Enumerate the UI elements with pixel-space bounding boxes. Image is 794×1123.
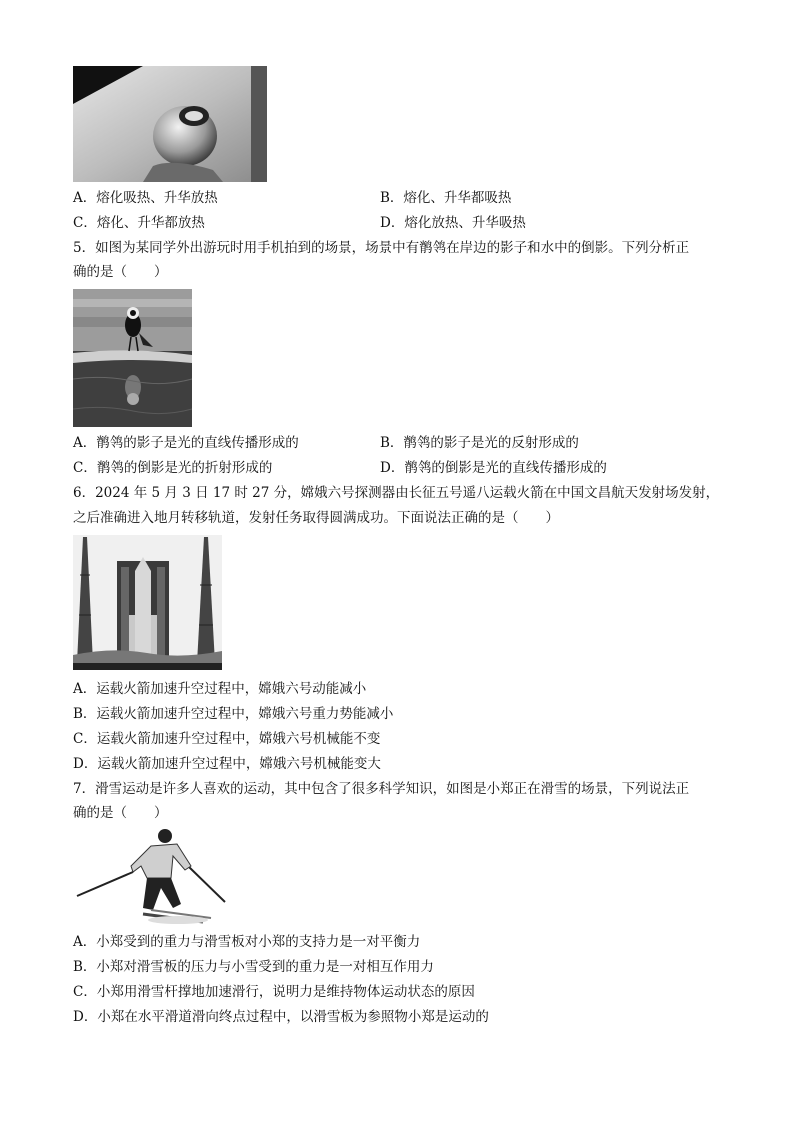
wagtail-reflection-photo xyxy=(73,289,192,427)
q6-option-c: C．运载火箭加速升空过程中，嫦娥六号机械能不变 xyxy=(73,731,381,747)
rocket-launch-photo xyxy=(73,535,222,670)
q5-stem-line1: 5．如图为某同学外出游玩时用手机拍到的场景，场景中有鹡鸰在岸边的影子和水中的倒影。下列分析正 xyxy=(73,240,690,256)
q7-option-c: C．小郑用滑雪杆撑地加速滑行，说明力是维持物体运动状态的原因 xyxy=(73,984,475,1000)
q7-stem-line2: 确的是（ ） xyxy=(73,805,168,821)
melting-object-photo xyxy=(73,66,267,182)
q5-option-b: B．鹡鸰的影子是光的反射形成的 xyxy=(380,435,579,451)
q7-stem-line1: 7．滑雪运动是许多人喜欢的运动，其中包含了很多科学知识，如图是小郑正在滑雪的场景，下列说法正 xyxy=(73,781,690,797)
q5-option-a: A．鹡鸰的影子是光的直线传播形成的 xyxy=(73,435,299,451)
q5-option-d: D．鹡鸰的倒影是光的直线传播形成的 xyxy=(380,460,607,476)
q6-stem-line1: 6．2024 年 5 月 3 日 17 时 27 分，嫦娥六号探测器由长征五号遥八运载火箭在中国文昌航天发射场发射， xyxy=(73,485,720,501)
q4-option-b: B．熔化、升华都吸热 xyxy=(380,190,512,206)
q4-option-d: D．熔化放热、升华吸热 xyxy=(380,215,526,231)
q6-option-d: D．运载火箭加速升空过程中，嫦娥六号机械能变大 xyxy=(73,756,381,772)
q7-option-d: D．小郑在水平滑道滑向终点过程中，以滑雪板为参照物小郑是运动的 xyxy=(73,1009,489,1025)
q6-option-a: A．运载火箭加速升空过程中，嫦娥六号动能减小 xyxy=(73,681,367,697)
skier-photo xyxy=(73,826,228,926)
q4-option-c: C．熔化、升华都放热 xyxy=(73,215,205,231)
q7-option-a: A．小郑受到的重力与滑雪板对小郑的支持力是一对平衡力 xyxy=(73,934,421,950)
q5-stem-line2: 确的是（ ） xyxy=(73,264,168,280)
q7-option-b: B．小郑对滑雪板的压力与小雪受到的重力是一对相互作用力 xyxy=(73,959,434,975)
q5-option-c: C．鹡鸰的倒影是光的折射形成的 xyxy=(73,460,273,476)
q6-option-b: B．运载火箭加速升空过程中，嫦娥六号重力势能减小 xyxy=(73,706,394,722)
q6-stem-line2: 之后准确进入地月转移轨道，发射任务取得圆满成功。下面说法正确的是（ ） xyxy=(73,510,559,526)
q4-option-a: A．熔化吸热、升华放热 xyxy=(73,190,218,206)
